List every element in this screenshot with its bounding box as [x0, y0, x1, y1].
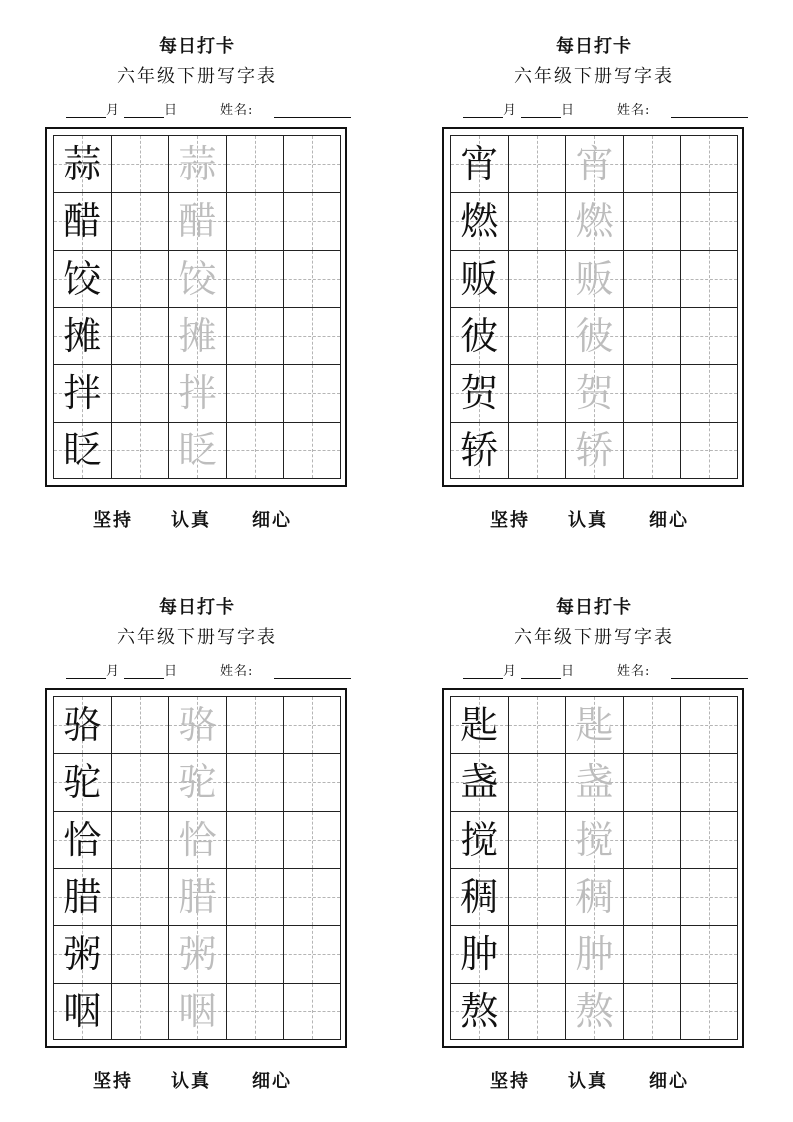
practice-grid: [442, 688, 744, 1048]
name-label: 姓名:: [220, 664, 254, 679]
grid-cells: [450, 696, 738, 1040]
trace-char-cell: [168, 364, 226, 421]
grid-cells: [53, 135, 341, 479]
motto-word: 细心: [649, 1071, 689, 1092]
month-blank[interactable]: [463, 664, 503, 679]
grid-row: [450, 135, 738, 192]
blank-cell[interactable]: [283, 696, 341, 753]
trace-character: 匙: [575, 703, 614, 748]
model-char-cell: [53, 422, 111, 479]
month-label: 月: [106, 103, 120, 118]
trace-char-cell: [565, 868, 623, 925]
model-char-cell: [450, 250, 508, 307]
blank-cell[interactable]: [283, 868, 341, 925]
blank-cell[interactable]: [226, 868, 284, 925]
grid-row: [450, 925, 738, 982]
day-blank[interactable]: [124, 664, 164, 679]
model-char-cell: [450, 364, 508, 421]
motto-word: 认真: [568, 1071, 608, 1092]
blank-cell[interactable]: [623, 811, 681, 868]
trace-character: 贺: [575, 371, 614, 416]
model-character: 燃: [460, 199, 499, 244]
grid-row: [450, 422, 738, 479]
month-blank[interactable]: [463, 103, 503, 118]
blank-cell[interactable]: [508, 868, 566, 925]
model-character: 摊: [63, 314, 102, 359]
trace-character: 驼: [178, 760, 217, 805]
practice-card: [437, 30, 747, 550]
model-char-cell: [53, 925, 111, 982]
trace-character: 轿: [575, 428, 614, 473]
motto-word: 坚持: [490, 510, 530, 531]
blank-cell[interactable]: [508, 364, 566, 421]
model-char-cell: [53, 135, 111, 192]
motto-word: 认真: [568, 510, 608, 531]
blank-cell[interactable]: [111, 192, 169, 249]
name-label: 姓名:: [617, 103, 651, 118]
model-character: 拌: [63, 371, 102, 416]
model-character: 搅: [460, 817, 499, 862]
day-blank[interactable]: [521, 103, 561, 118]
date-name-line: [60, 103, 356, 123]
practice-grid: [45, 688, 347, 1048]
trace-character: 熬: [575, 989, 614, 1034]
blank-cell[interactable]: [623, 364, 681, 421]
blank-cell[interactable]: [623, 753, 681, 810]
model-char-cell: [450, 868, 508, 925]
grid-row: [53, 250, 341, 307]
grid-cells: [53, 696, 341, 1040]
trace-character: 搅: [575, 817, 614, 862]
blank-cell[interactable]: [283, 250, 341, 307]
model-char-cell: [450, 307, 508, 364]
blank-cell[interactable]: [623, 422, 681, 479]
trace-character: 恰: [178, 817, 217, 862]
motto-word: 坚持: [490, 1071, 530, 1092]
blank-cell[interactable]: [623, 307, 681, 364]
blank-cell[interactable]: [680, 696, 738, 753]
blank-cell[interactable]: [623, 192, 681, 249]
day-blank[interactable]: [521, 664, 561, 679]
model-character: 贩: [460, 256, 499, 301]
blank-cell[interactable]: [680, 811, 738, 868]
grid-row: [53, 983, 341, 1040]
card-subtitle: 六年级下册写字表: [117, 627, 277, 648]
blank-cell[interactable]: [283, 364, 341, 421]
blank-cell[interactable]: [111, 364, 169, 421]
name-label: 姓名:: [220, 103, 254, 118]
model-char-cell: [450, 192, 508, 249]
blank-cell[interactable]: [283, 135, 341, 192]
card-subtitle: 六年级下册写字表: [514, 627, 674, 648]
blank-cell[interactable]: [226, 753, 284, 810]
name-blank[interactable]: [671, 664, 748, 679]
blank-cell[interactable]: [111, 307, 169, 364]
model-char-cell: [53, 753, 111, 810]
blank-cell[interactable]: [111, 925, 169, 982]
motto-word: 细心: [649, 510, 689, 531]
blank-cell[interactable]: [680, 135, 738, 192]
blank-cell[interactable]: [623, 868, 681, 925]
model-char-cell: [450, 925, 508, 982]
blank-cell[interactable]: [623, 250, 681, 307]
blank-cell[interactable]: [508, 135, 566, 192]
blank-cell[interactable]: [226, 422, 284, 479]
trace-character: 稠: [575, 875, 614, 920]
day-label: 日: [561, 664, 575, 679]
trace-char-cell: [565, 811, 623, 868]
blank-cell[interactable]: [226, 192, 284, 249]
blank-cell[interactable]: [680, 250, 738, 307]
blank-cell[interactable]: [623, 135, 681, 192]
blank-cell[interactable]: [283, 983, 341, 1040]
grid-row: [450, 811, 738, 868]
model-char-cell: [450, 696, 508, 753]
grid-row: [450, 307, 738, 364]
model-char-cell: [450, 753, 508, 810]
blank-cell[interactable]: [623, 696, 681, 753]
trace-character: 咽: [178, 989, 217, 1034]
model-character: 骆: [63, 703, 102, 748]
motto-word: 认真: [171, 510, 211, 531]
blank-cell[interactable]: [226, 135, 284, 192]
blank-cell[interactable]: [623, 925, 681, 982]
model-character: 宵: [460, 142, 499, 187]
blank-cell[interactable]: [226, 925, 284, 982]
practice-grid: [45, 127, 347, 487]
model-character: 贺: [460, 371, 499, 416]
blank-cell[interactable]: [226, 696, 284, 753]
grid-row: [53, 364, 341, 421]
trace-character: 腊: [178, 875, 217, 920]
trace-char-cell: [168, 192, 226, 249]
trace-character: 盏: [575, 760, 614, 805]
blank-cell[interactable]: [111, 983, 169, 1040]
trace-char-cell: [168, 307, 226, 364]
model-character: 醋: [63, 199, 102, 244]
model-character: 匙: [460, 703, 499, 748]
model-character: 轿: [460, 428, 499, 473]
model-character: 彼: [460, 314, 499, 359]
trace-char-cell: [168, 422, 226, 479]
blank-cell[interactable]: [680, 753, 738, 810]
blank-cell[interactable]: [680, 192, 738, 249]
name-blank[interactable]: [274, 103, 351, 118]
trace-char-cell: [565, 696, 623, 753]
card-subtitle: 六年级下册写字表: [514, 66, 674, 87]
model-character: 咽: [63, 989, 102, 1034]
trace-char-cell: [168, 135, 226, 192]
blank-cell[interactable]: [226, 364, 284, 421]
trace-char-cell: [168, 925, 226, 982]
model-character: 盏: [460, 760, 499, 805]
grid-row: [450, 250, 738, 307]
trace-char-cell: [168, 983, 226, 1040]
grid-row: [53, 811, 341, 868]
trace-character: 蒜: [178, 142, 217, 187]
model-char-cell: [53, 868, 111, 925]
model-char-cell: [53, 192, 111, 249]
card-title: 每日打卡: [159, 36, 235, 57]
blank-cell[interactable]: [508, 192, 566, 249]
blank-cell[interactable]: [111, 135, 169, 192]
grid-row: [53, 422, 341, 479]
blank-cell[interactable]: [508, 925, 566, 982]
model-char-cell: [53, 250, 111, 307]
date-name-line: [457, 664, 753, 684]
trace-char-cell: [565, 422, 623, 479]
trace-character: 醋: [178, 199, 217, 244]
trace-char-cell: [168, 696, 226, 753]
trace-character: 彼: [575, 314, 614, 359]
model-char-cell: [450, 983, 508, 1040]
grid-row: [53, 135, 341, 192]
blank-cell[interactable]: [508, 811, 566, 868]
trace-char-cell: [168, 250, 226, 307]
grid-row: [450, 983, 738, 1040]
model-char-cell: [53, 811, 111, 868]
model-char-cell: [450, 811, 508, 868]
blank-cell[interactable]: [623, 983, 681, 1040]
model-character: 蒜: [63, 142, 102, 187]
model-char-cell: [450, 135, 508, 192]
trace-char-cell: [565, 307, 623, 364]
blank-cell[interactable]: [111, 868, 169, 925]
grid-row: [53, 696, 341, 753]
trace-char-cell: [565, 135, 623, 192]
blank-cell[interactable]: [226, 811, 284, 868]
trace-char-cell: [565, 250, 623, 307]
model-character: 驼: [63, 760, 102, 805]
grid-row: [450, 364, 738, 421]
blank-cell[interactable]: [111, 422, 169, 479]
trace-character: 粥: [178, 932, 217, 977]
blank-cell[interactable]: [283, 307, 341, 364]
model-character: 熬: [460, 989, 499, 1034]
blank-cell[interactable]: [508, 983, 566, 1040]
trace-character: 骆: [178, 703, 217, 748]
grid-row: [53, 868, 341, 925]
grid-row: [53, 925, 341, 982]
model-char-cell: [450, 422, 508, 479]
trace-char-cell: [565, 364, 623, 421]
model-char-cell: [53, 983, 111, 1040]
trace-char-cell: [565, 192, 623, 249]
blank-cell[interactable]: [508, 753, 566, 810]
model-character: 粥: [63, 932, 102, 977]
blank-cell[interactable]: [283, 925, 341, 982]
model-character: 肿: [460, 932, 499, 977]
blank-cell[interactable]: [680, 307, 738, 364]
motto-word: 细心: [252, 510, 292, 531]
trace-character: 拌: [178, 371, 217, 416]
blank-cell[interactable]: [226, 250, 284, 307]
trace-char-cell: [168, 811, 226, 868]
model-character: 稠: [460, 875, 499, 920]
day-label: 日: [164, 103, 178, 118]
name-label: 姓名:: [617, 664, 651, 679]
blank-cell[interactable]: [111, 811, 169, 868]
blank-cell[interactable]: [680, 868, 738, 925]
blank-cell[interactable]: [680, 983, 738, 1040]
card-title: 每日打卡: [556, 36, 632, 57]
day-label: 日: [164, 664, 178, 679]
date-name-line: [457, 103, 753, 123]
motto-word: 认真: [171, 1071, 211, 1092]
trace-character: 燃: [575, 199, 614, 244]
trace-char-cell: [168, 753, 226, 810]
trace-char-cell: [565, 753, 623, 810]
blank-cell[interactable]: [283, 192, 341, 249]
model-character: 腊: [63, 875, 102, 920]
name-blank[interactable]: [274, 664, 351, 679]
day-label: 日: [561, 103, 575, 118]
trace-character: 摊: [178, 314, 217, 359]
grid-row: [53, 307, 341, 364]
blank-cell[interactable]: [680, 364, 738, 421]
grid-row: [53, 192, 341, 249]
blank-cell[interactable]: [111, 696, 169, 753]
blank-cell[interactable]: [226, 307, 284, 364]
trace-character: 宵: [575, 142, 614, 187]
blank-cell[interactable]: [111, 250, 169, 307]
blank-cell[interactable]: [508, 696, 566, 753]
motto-word: 坚持: [93, 1071, 133, 1092]
motto-word: 坚持: [93, 510, 133, 531]
practice-card: [40, 30, 350, 550]
grid-row: [450, 696, 738, 753]
card-subtitle: 六年级下册写字表: [117, 66, 277, 87]
trace-char-cell: [168, 868, 226, 925]
grid-row: [450, 192, 738, 249]
practice-card: [40, 591, 350, 1111]
blank-cell[interactable]: [508, 307, 566, 364]
practice-card: [437, 591, 747, 1111]
motto-word: 细心: [252, 1071, 292, 1092]
date-name-line: [60, 664, 356, 684]
model-character: 眨: [63, 428, 102, 473]
trace-character: 肿: [575, 932, 614, 977]
blank-cell[interactable]: [680, 422, 738, 479]
card-title: 每日打卡: [556, 597, 632, 618]
trace-character: 饺: [178, 256, 217, 301]
grid-row: [450, 868, 738, 925]
model-character: 饺: [63, 256, 102, 301]
name-blank[interactable]: [671, 103, 748, 118]
blank-cell[interactable]: [111, 753, 169, 810]
blank-cell[interactable]: [680, 925, 738, 982]
month-label: 月: [503, 103, 517, 118]
trace-character: 贩: [575, 256, 614, 301]
blank-cell[interactable]: [508, 250, 566, 307]
card-title: 每日打卡: [159, 597, 235, 618]
blank-cell[interactable]: [283, 422, 341, 479]
blank-cell[interactable]: [283, 753, 341, 810]
blank-cell[interactable]: [508, 422, 566, 479]
model-char-cell: [53, 307, 111, 364]
month-blank[interactable]: [66, 103, 106, 118]
month-blank[interactable]: [66, 664, 106, 679]
practice-grid: [442, 127, 744, 487]
model-char-cell: [53, 696, 111, 753]
trace-char-cell: [565, 983, 623, 1040]
day-blank[interactable]: [124, 103, 164, 118]
model-character: 恰: [63, 817, 102, 862]
month-label: 月: [106, 664, 120, 679]
grid-row: [53, 753, 341, 810]
grid-cells: [450, 135, 738, 479]
blank-cell[interactable]: [226, 983, 284, 1040]
model-char-cell: [53, 364, 111, 421]
month-label: 月: [503, 664, 517, 679]
trace-char-cell: [565, 925, 623, 982]
trace-character: 眨: [178, 428, 217, 473]
blank-cell[interactable]: [283, 811, 341, 868]
grid-row: [450, 753, 738, 810]
